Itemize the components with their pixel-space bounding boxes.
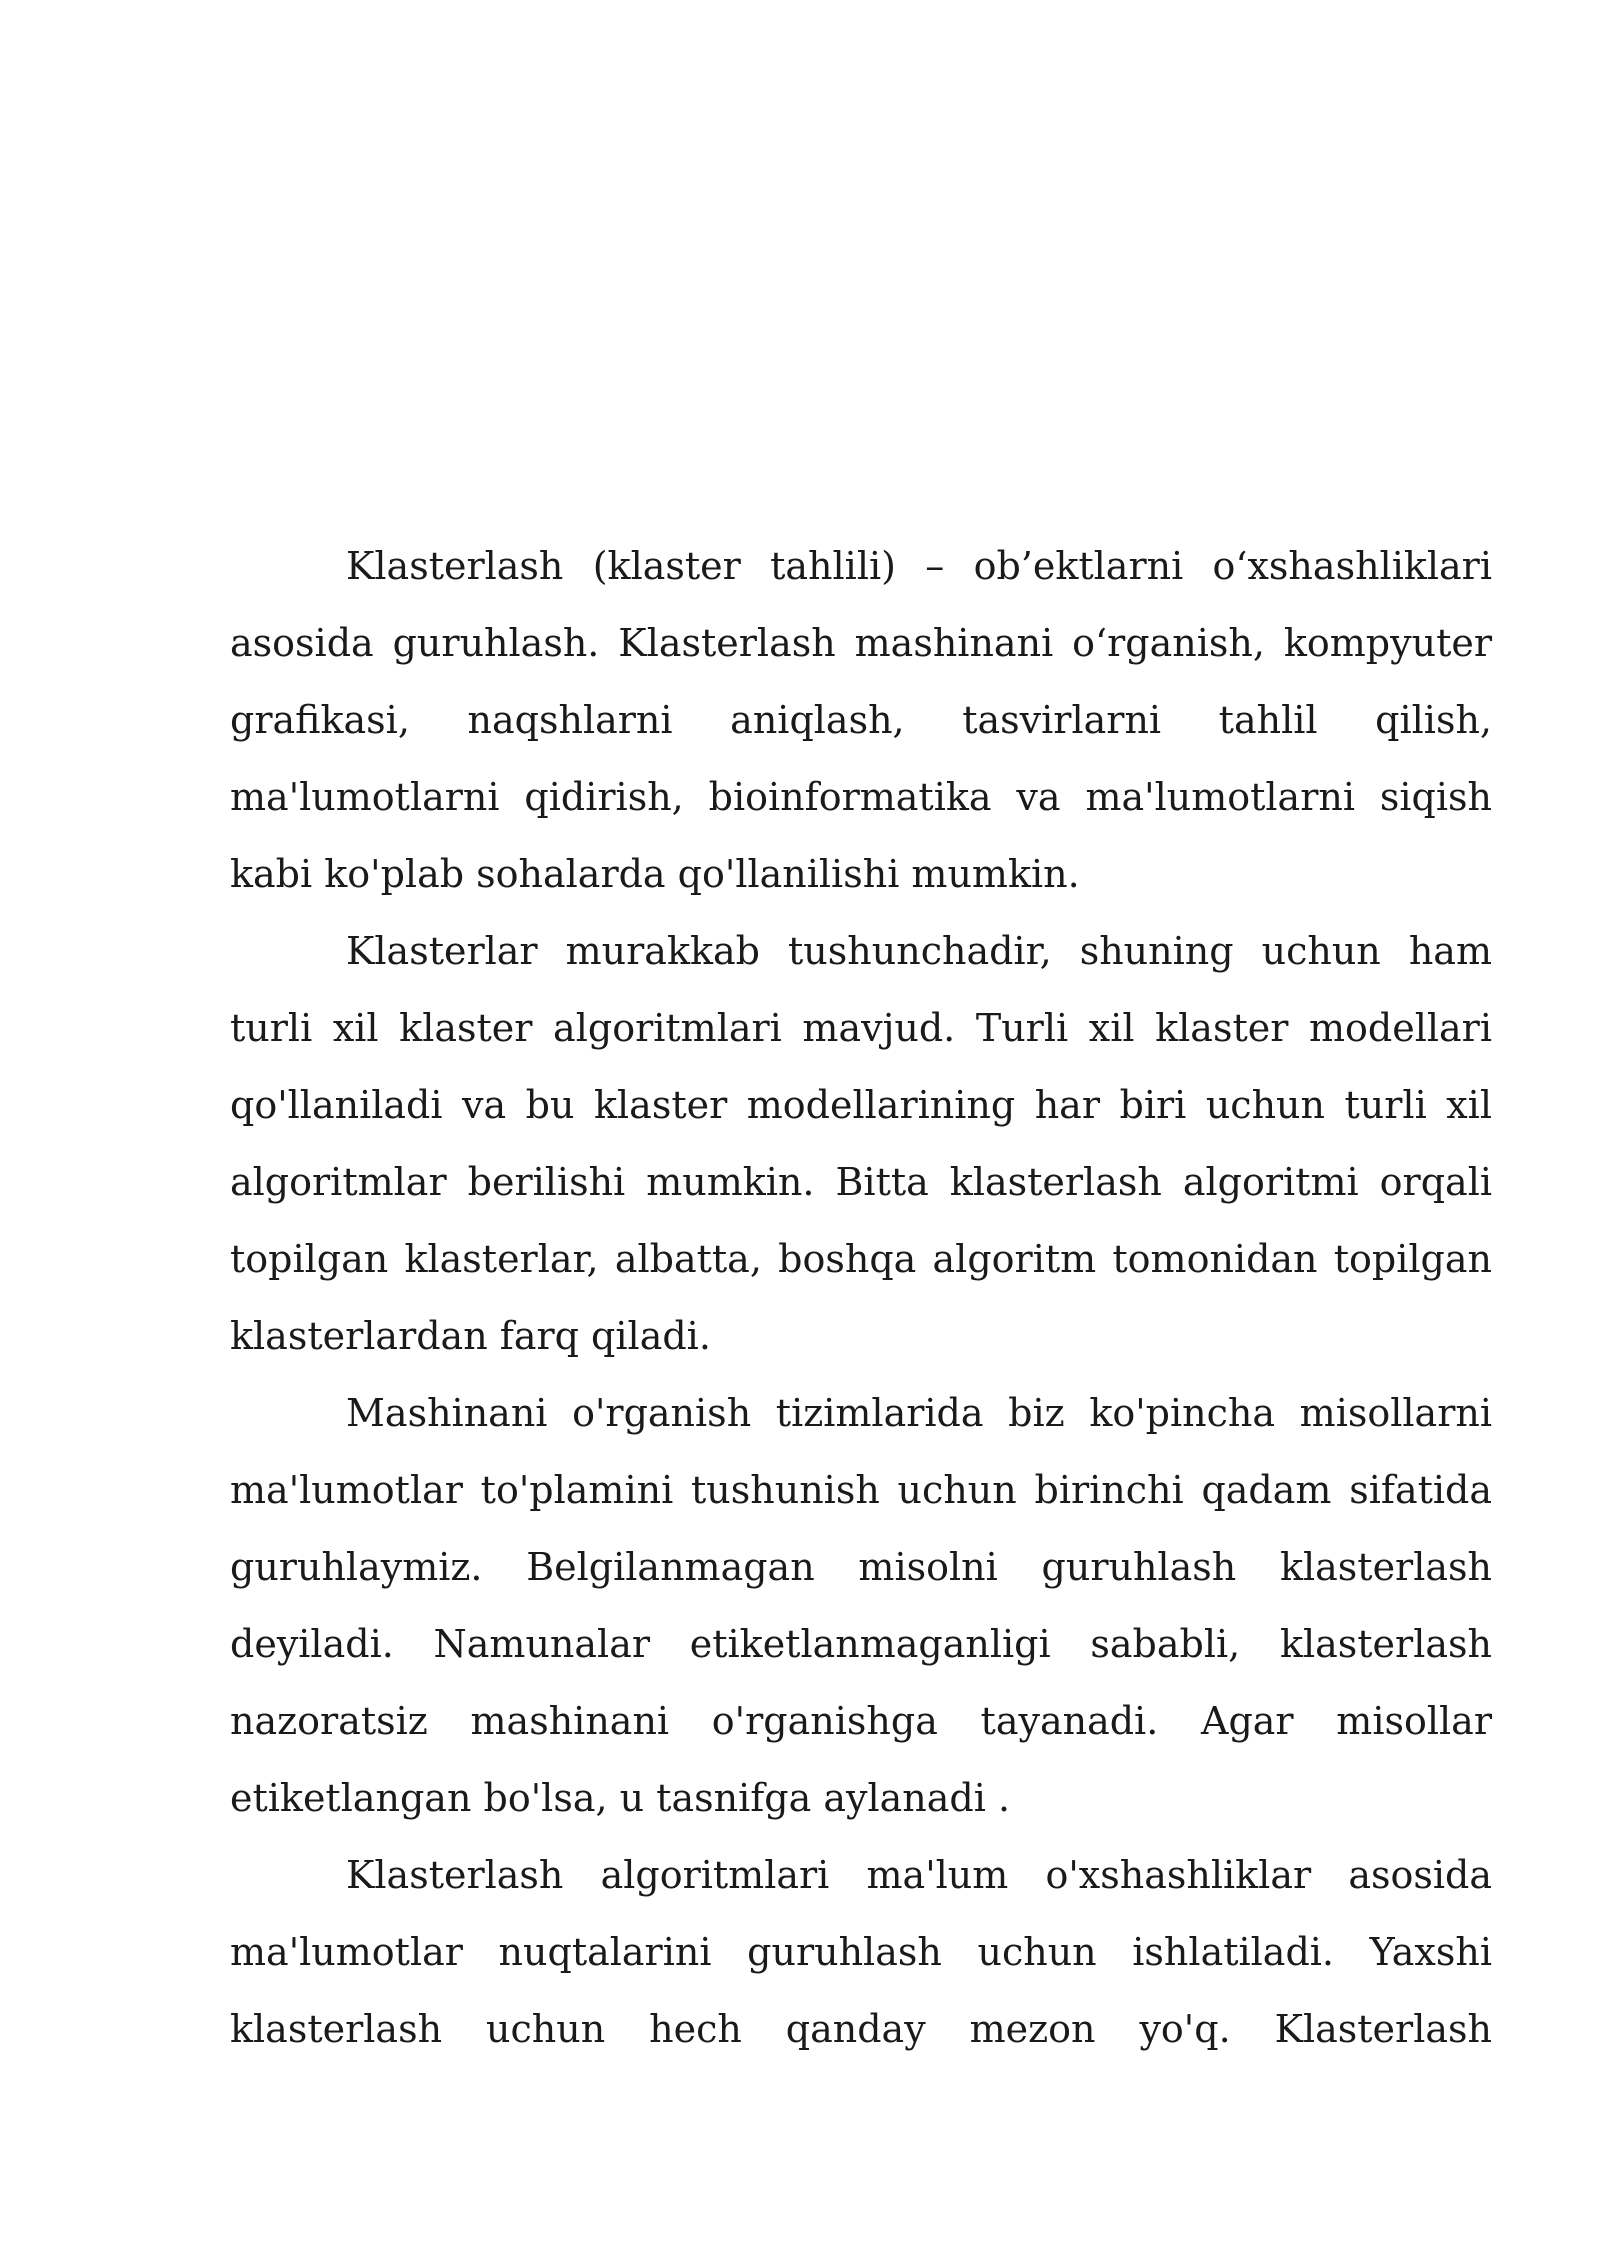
body-text xyxy=(230,528,1492,2068)
paragraph-3: Mashinani o'rganish tizimlarida biz ko'pincha misollarni ma'lumotlar to'plamini tushunish uchun birinchi qadam sifatida guruhlaymiz. Belgilanmagan misolni guruhlash klasterlash deyiladi. Namunalar etiketlanmaganligi sababli, klasterlash nazoratsiz mashinani o'rganishga tayanadi. Agar misollar etiketlangan bo'lsa, u tasnifga aylanadi . xyxy=(230,1391,1492,1820)
paragraph-2: Klasterlar murakkab tushunchadir, shuning uchun ham turli xil klaster algoritmlari mavjud. Turli xil klaster modellari qo'llaniladi va bu klaster modellarining har biri uchun turli xil algoritmlar berilishi mumkin. Bitta klasterlash algoritmi orqali topilgan klasterlar, albatta, boshqa algoritm tomonidan topilgan klasterlardan farq qiladi. xyxy=(230,929,1492,1358)
paragraph-1: Klasterlash (klaster tahlili) – ob’ektlarni o‘xshashliklari asosida guruhlash. Klasterlash mashinani o‘rganish, kompyuter grafikasi, naqshlarni aniqlash, tasvirlarni tahlil qilish, ma'lumotlarni qidirish, bioinformatika va ma'lumotlarni siqish kabi ko'plab sohalarda qo'llanilishi mumkin. xyxy=(230,544,1492,896)
paragraph-4: Klasterlash algoritmlari ma'lum o'xshashliklar asosida ma'lumotlar nuqtalarini guruhlash uchun ishlatiladi. Yaxshi klasterlash uchun hech qanday mezon yo'q. Klasterlash xyxy=(230,1853,1492,2051)
